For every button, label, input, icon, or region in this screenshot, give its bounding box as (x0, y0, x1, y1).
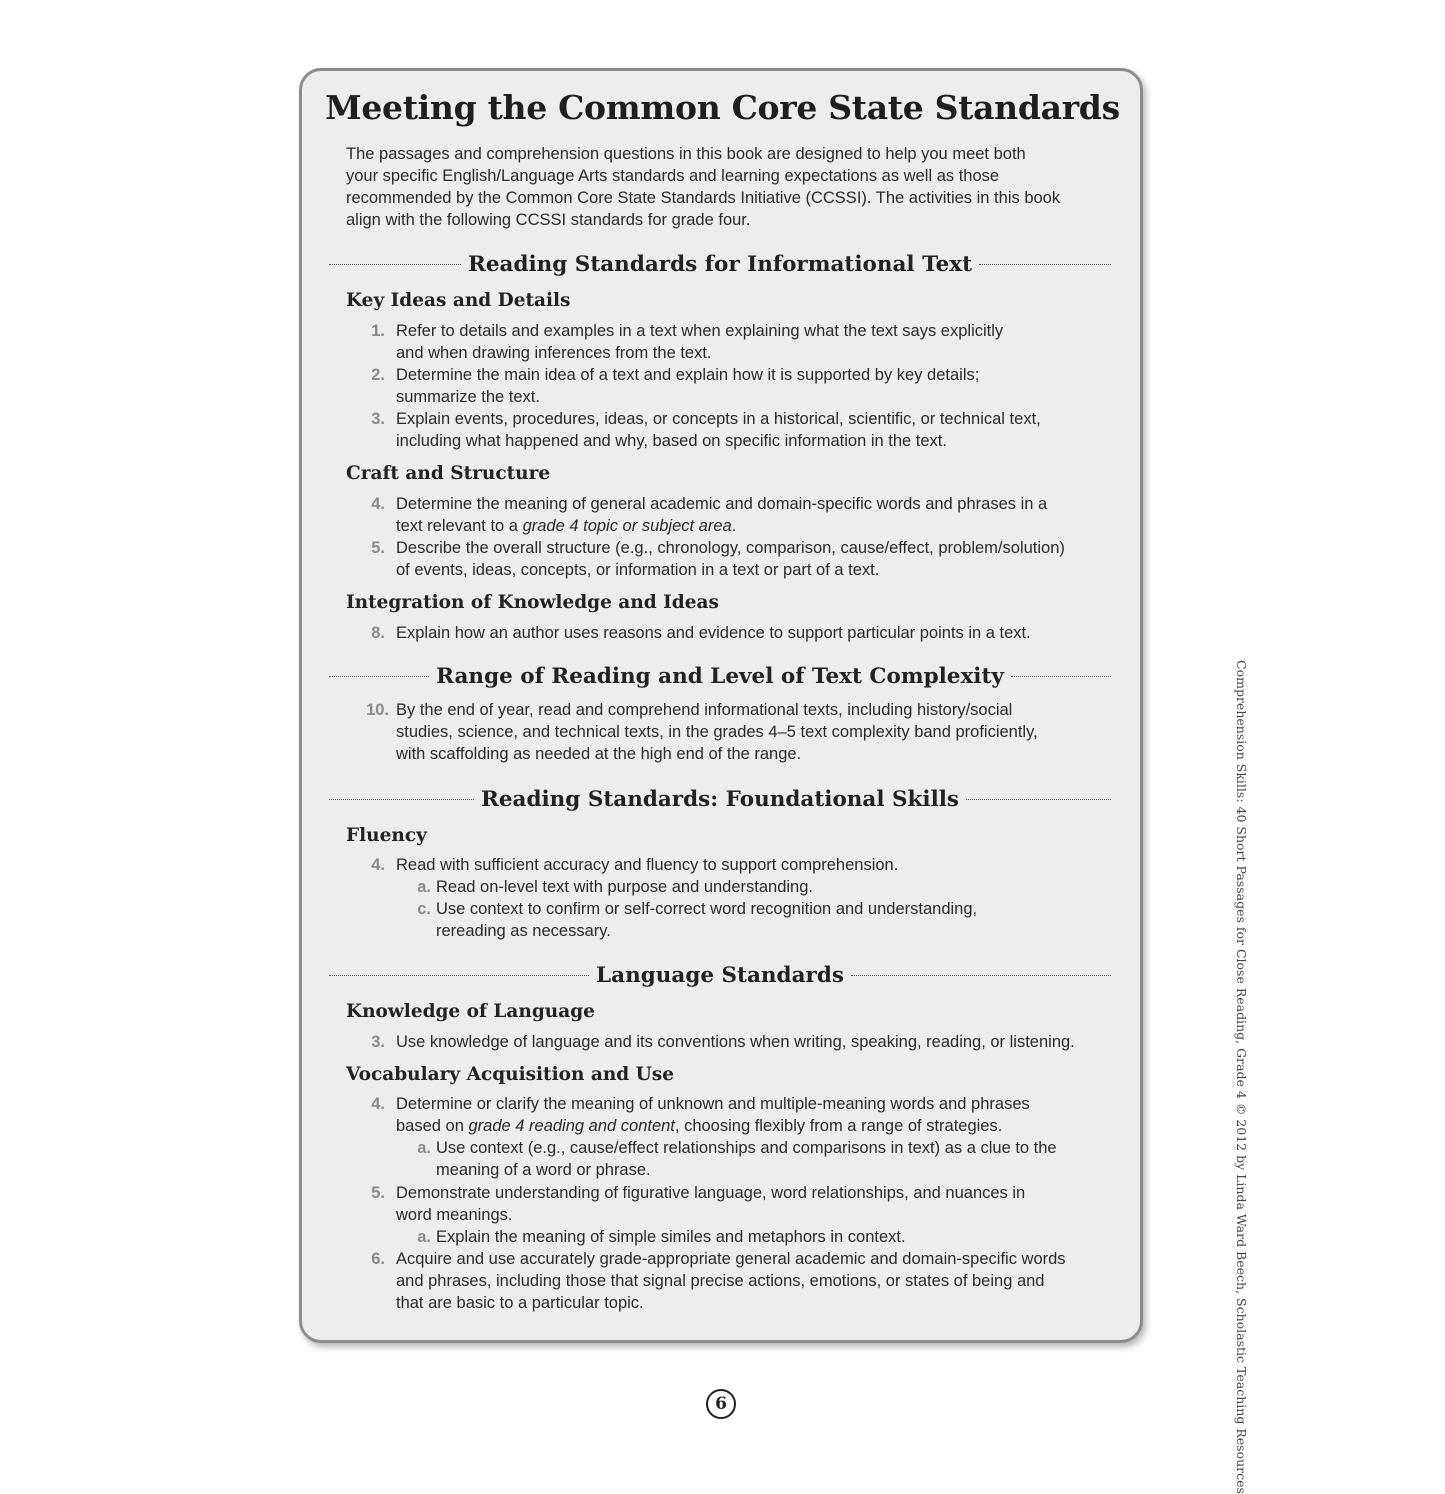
sidebar-credit (1225, 660, 1255, 1494)
item-line: of events, ideas, concepts, or information in a text or part of a text. (396, 561, 880, 579)
item-line: Explain events, procedures, ideas, or concepts in a historical, scientific, or technical text, (396, 410, 1041, 428)
dotted-rule (329, 975, 589, 976)
intro-line: recommended by the Common Core State Standards Initiative (CCSSI). The activities in this book (346, 189, 1061, 207)
dotted-rule (1011, 676, 1111, 677)
item-line: and phrases, including those that signal precise actions, emotions, or states of being and (396, 1272, 1045, 1290)
item-text: based on (396, 1117, 469, 1135)
item-line: Read with sufficient accuracy and fluency to support comprehension. (396, 856, 899, 874)
standard-subitem-l5a (436, 1226, 906, 1248)
item-number: 5. (371, 1184, 385, 1202)
subheading-knowledge-language: Knowledge of Language (346, 1001, 595, 1022)
standard-item-ri1 (396, 320, 1003, 364)
item-text: , choosing flexibly from a range of strategies. (674, 1117, 1003, 1135)
subheading-vocabulary: Vocabulary Acquisition and Use (346, 1064, 674, 1085)
item-line: Determine or clarify the meaning of unknown and multiple-meaning words and phrases (396, 1095, 1030, 1113)
section-title: Reading Standards for Informational Text (467, 252, 973, 277)
standard-item-ri4 (396, 493, 1047, 537)
item-line: Use context to confirm or self-correct word recognition and understanding, (436, 900, 978, 918)
item-line: Explain how an author uses reasons and evidence to support particular points in a text. (396, 624, 1031, 642)
item-number: 2. (371, 366, 385, 384)
item-number: 10. (366, 701, 389, 719)
subheading-key-ideas: Key Ideas and Details (346, 290, 571, 311)
item-line: with scaffolding as needed at the high end of the range. (396, 745, 802, 763)
section-title: Reading Standards: Foundational Skills (480, 787, 960, 812)
intro-line: The passages and comprehension questions in this book are designed to help you meet both (346, 145, 1026, 163)
section-title: Language Standards (596, 963, 844, 988)
subheading-integration: Integration of Knowledge and Ideas (346, 592, 719, 613)
item-letter: c. (417, 900, 431, 918)
item-emphasis: grade 4 topic or subject area (522, 517, 732, 535)
dotted-rule (979, 264, 1111, 265)
item-text: text relevant to a (396, 517, 523, 535)
item-line: Demonstrate understanding of figurative language, word relationships, and nuances in (396, 1184, 1026, 1202)
dotted-rule (329, 676, 429, 677)
item-number: 4. (371, 495, 385, 513)
item-line: word meanings. (396, 1206, 513, 1224)
item-line: that are basic to a particular topic. (396, 1294, 644, 1312)
item-line: and when drawing inferences from the text. (396, 344, 712, 362)
item-line: Use context (e.g., cause/effect relationships and comparisons in text) as a clue to the (436, 1139, 1057, 1157)
item-number: 1. (371, 322, 385, 340)
item-line (396, 515, 1047, 537)
section-heading-informational (329, 252, 1111, 277)
item-line: By the end of year, read and comprehend informational texts, including history/social (396, 701, 1013, 719)
item-line: meaning of a word or phrase. (436, 1161, 651, 1179)
item-line: Read on-level text with purpose and understanding. (436, 878, 813, 896)
page-number: 6 (706, 1389, 736, 1419)
page-title: Meeting the Common Core State Standards (325, 88, 1120, 127)
dotted-rule (966, 799, 1111, 800)
subheading-craft: Craft and Structure (346, 463, 551, 484)
item-line: Explain the meaning of simple similes and metaphors in context. (436, 1228, 906, 1246)
standard-subitem-l4a (436, 1137, 1057, 1181)
intro-line: align with the following CCSSI standards for grade four. (346, 211, 751, 229)
standard-subitem-rf4a (436, 876, 813, 898)
item-line: Use knowledge of language and its conventions when writing, speaking, reading, or listening. (396, 1033, 1075, 1051)
credit-text: Comprehension Skills: 40 Short Passages for Close Reading, Grade 4 © 2012 by Linda Ward Beech, Scholastic Teaching Resources (1234, 660, 1249, 1494)
section-heading-range (329, 664, 1111, 689)
intro-line: your specific English/Language Arts standards and learning expectations as well as those (346, 167, 1000, 185)
dotted-rule (329, 264, 461, 265)
section-title: Range of Reading and Level of Text Complexity (436, 664, 1004, 689)
item-line: Determine the main idea of a text and explain how it is supported by key details; (396, 366, 980, 384)
standard-item-l5 (396, 1182, 1025, 1226)
item-line: Acquire and use accurately grade-appropriate general academic and domain-specific words (396, 1250, 1066, 1268)
item-line: Determine the meaning of general academic and domain-specific words and phrases in a (396, 495, 1048, 513)
item-line: rereading as necessary. (436, 922, 611, 940)
item-letter: a. (417, 1139, 431, 1157)
item-line (396, 1115, 1030, 1137)
item-number: 3. (371, 410, 385, 428)
intro-paragraph (346, 143, 1116, 231)
item-line: summarize the text. (396, 388, 540, 406)
item-line: studies, science, and technical texts, in the grades 4–5 text complexity band proficiently, (396, 723, 1038, 741)
item-number: 4. (371, 856, 385, 874)
item-line: Describe the overall structure (e.g., chronology, comparison, cause/effect, problem/solution) (396, 539, 1065, 557)
standard-item-ri5 (396, 537, 1065, 581)
standard-item-rf4 (396, 854, 898, 876)
dotted-rule (329, 799, 474, 800)
item-number: 6. (371, 1250, 385, 1268)
subheading-fluency: Fluency (346, 825, 427, 846)
section-heading-foundational (329, 787, 1111, 812)
item-emphasis: grade 4 reading and content (468, 1117, 675, 1135)
standard-subitem-rf4c (436, 898, 977, 942)
item-letter: a. (417, 878, 431, 896)
section-heading-language (329, 963, 1111, 988)
standard-item-l4 (396, 1093, 1030, 1137)
item-letter: a. (417, 1228, 431, 1246)
standard-item-l6 (396, 1248, 1066, 1314)
standard-item-l3 (396, 1031, 1075, 1053)
standard-item-ri10 (396, 699, 1038, 765)
standard-item-ri8 (396, 622, 1031, 644)
item-number: 8. (371, 624, 385, 642)
standard-item-ri2 (396, 364, 979, 408)
item-text: . (731, 517, 737, 535)
item-line: Refer to details and examples in a text when explaining what the text says explicitly (396, 322, 1004, 340)
item-number: 4. (371, 1095, 385, 1113)
dotted-rule (851, 975, 1111, 976)
standard-item-ri3 (396, 408, 1041, 452)
item-number: 5. (371, 539, 385, 557)
item-number: 3. (371, 1033, 385, 1051)
item-line: including what happened and why, based on specific information in the text. (396, 432, 947, 450)
